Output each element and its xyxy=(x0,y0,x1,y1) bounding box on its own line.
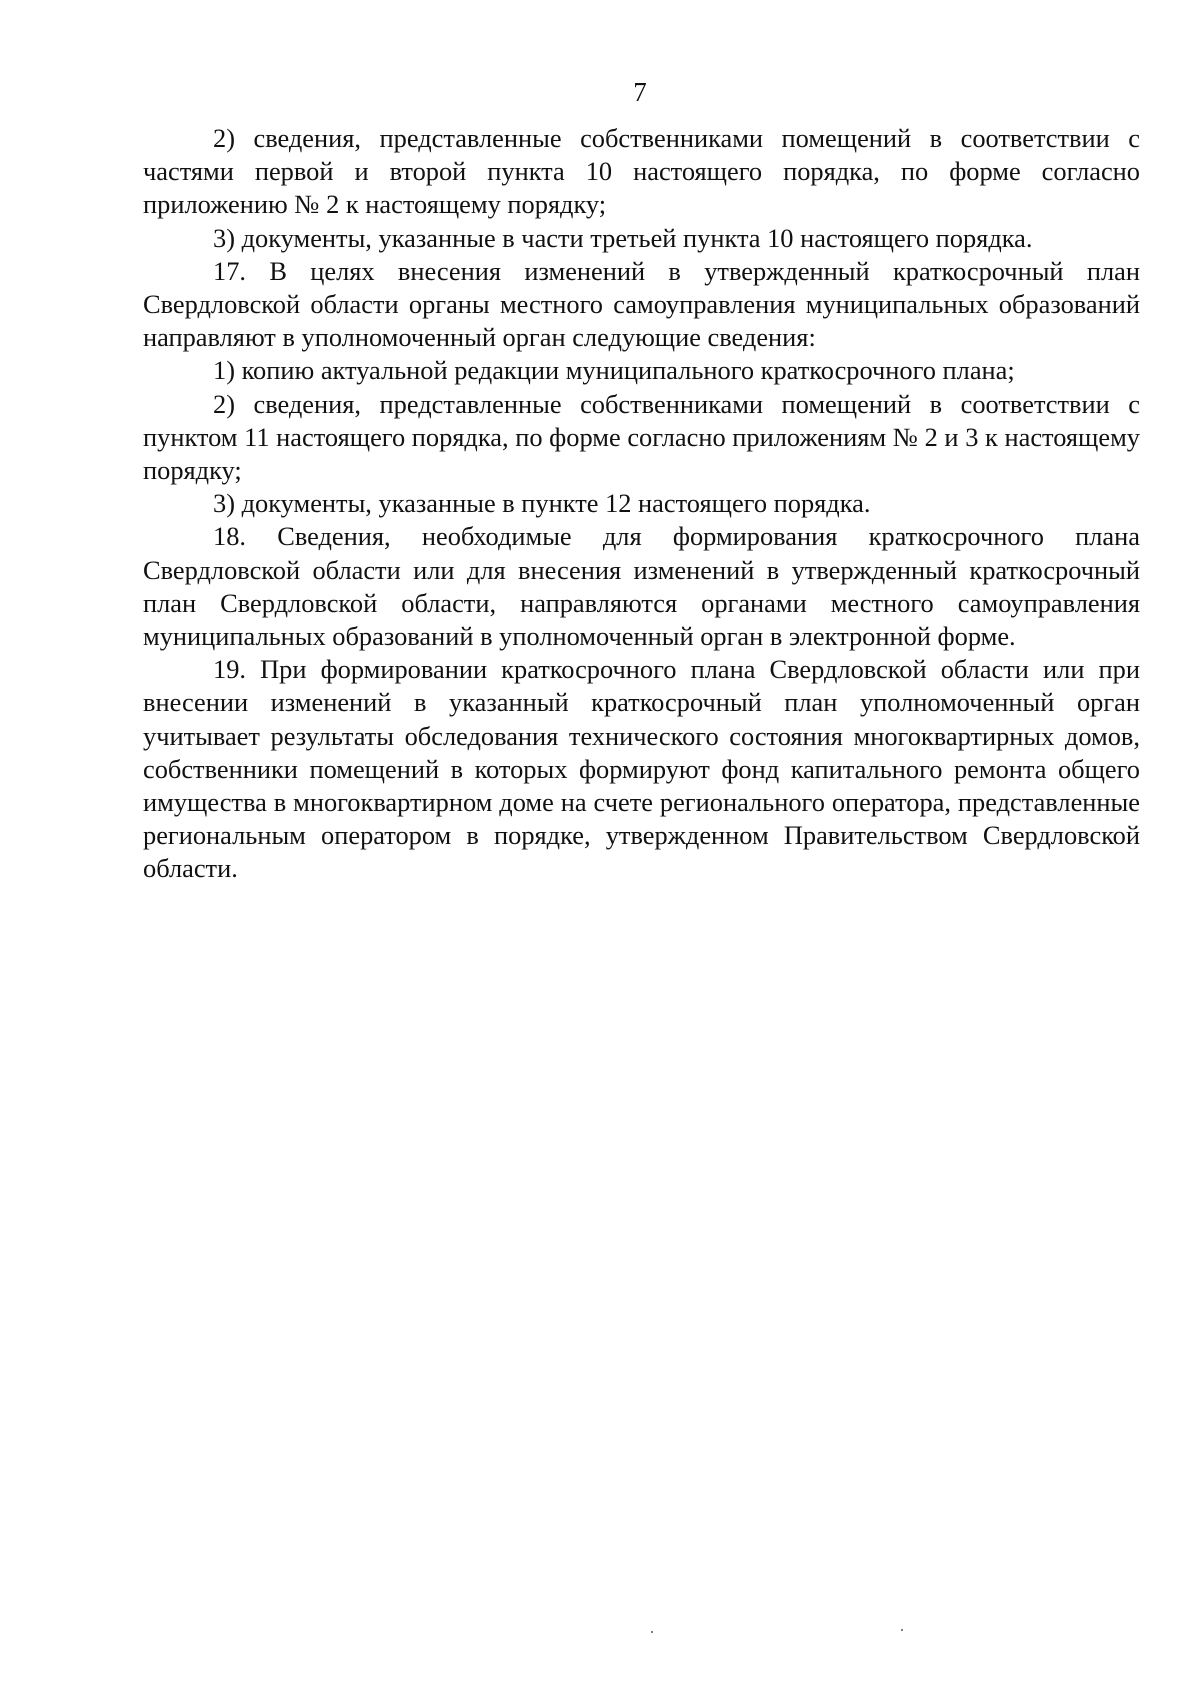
scan-speck xyxy=(651,1631,653,1633)
page-number: 7 xyxy=(633,77,647,107)
paragraph-point-17: 17. В целях внесения изменений в утвержденный краткосрочный план Свердловской области органы местного самоуправления муниципальных образований направляют в уполномоченный орган следующие сведения: xyxy=(143,255,1140,353)
paragraph-point-18: 18. Сведения, необходимые для формирования краткосрочного плана Свердловской области или для внесения изменений в утвержденный краткосрочный план Свердловской области, направляются органами местного самоуправления муниципальных образований в уполномоченный орган в электронной форме. xyxy=(143,521,1140,652)
paragraph-point-19: 19. При формировании краткосрочного плана Свердловской области или при внесении изменений в указанный краткосрочный план уполномоченный орган учитывает результаты обследования технического состояния многоквартирных домов, собственники помещений в которых формируют фонд капитального ремонта общего имущества в многоквартирном доме на счете регионального оператора, представленные региональным оператором в порядке, утвержденном Правительством Свердловской области. xyxy=(143,654,1140,884)
paragraph-item-3-documents: 3) документы, указанные в части третьей пункта 10 настоящего порядка. xyxy=(213,222,1033,253)
paragraph-item-1-copy-of-plan: 1) копию актуальной редакции муниципального краткосрочного плана; xyxy=(213,355,1015,386)
paragraph-item-2-info-from-owners: 2) сведения, представленные собственниками помещений в соответствии с частями первой и второй пункта 10 настоящего порядка, по форме согласно приложению № 2 к настоящему порядку; xyxy=(143,123,1140,220)
scan-speck xyxy=(901,1629,903,1631)
paragraph-item-3-documents-point-12: 3) документы, указанные в пункте 12 настоящего порядка. xyxy=(213,488,871,519)
paragraph-item-2-info-point-11: 2) сведения, представленные собственниками помещений в соответствии с пунктом 11 настоящего порядка, по форме согласно приложениям № 2 и 3 к настоящему порядку; xyxy=(143,388,1140,486)
document-body xyxy=(143,122,1140,886)
